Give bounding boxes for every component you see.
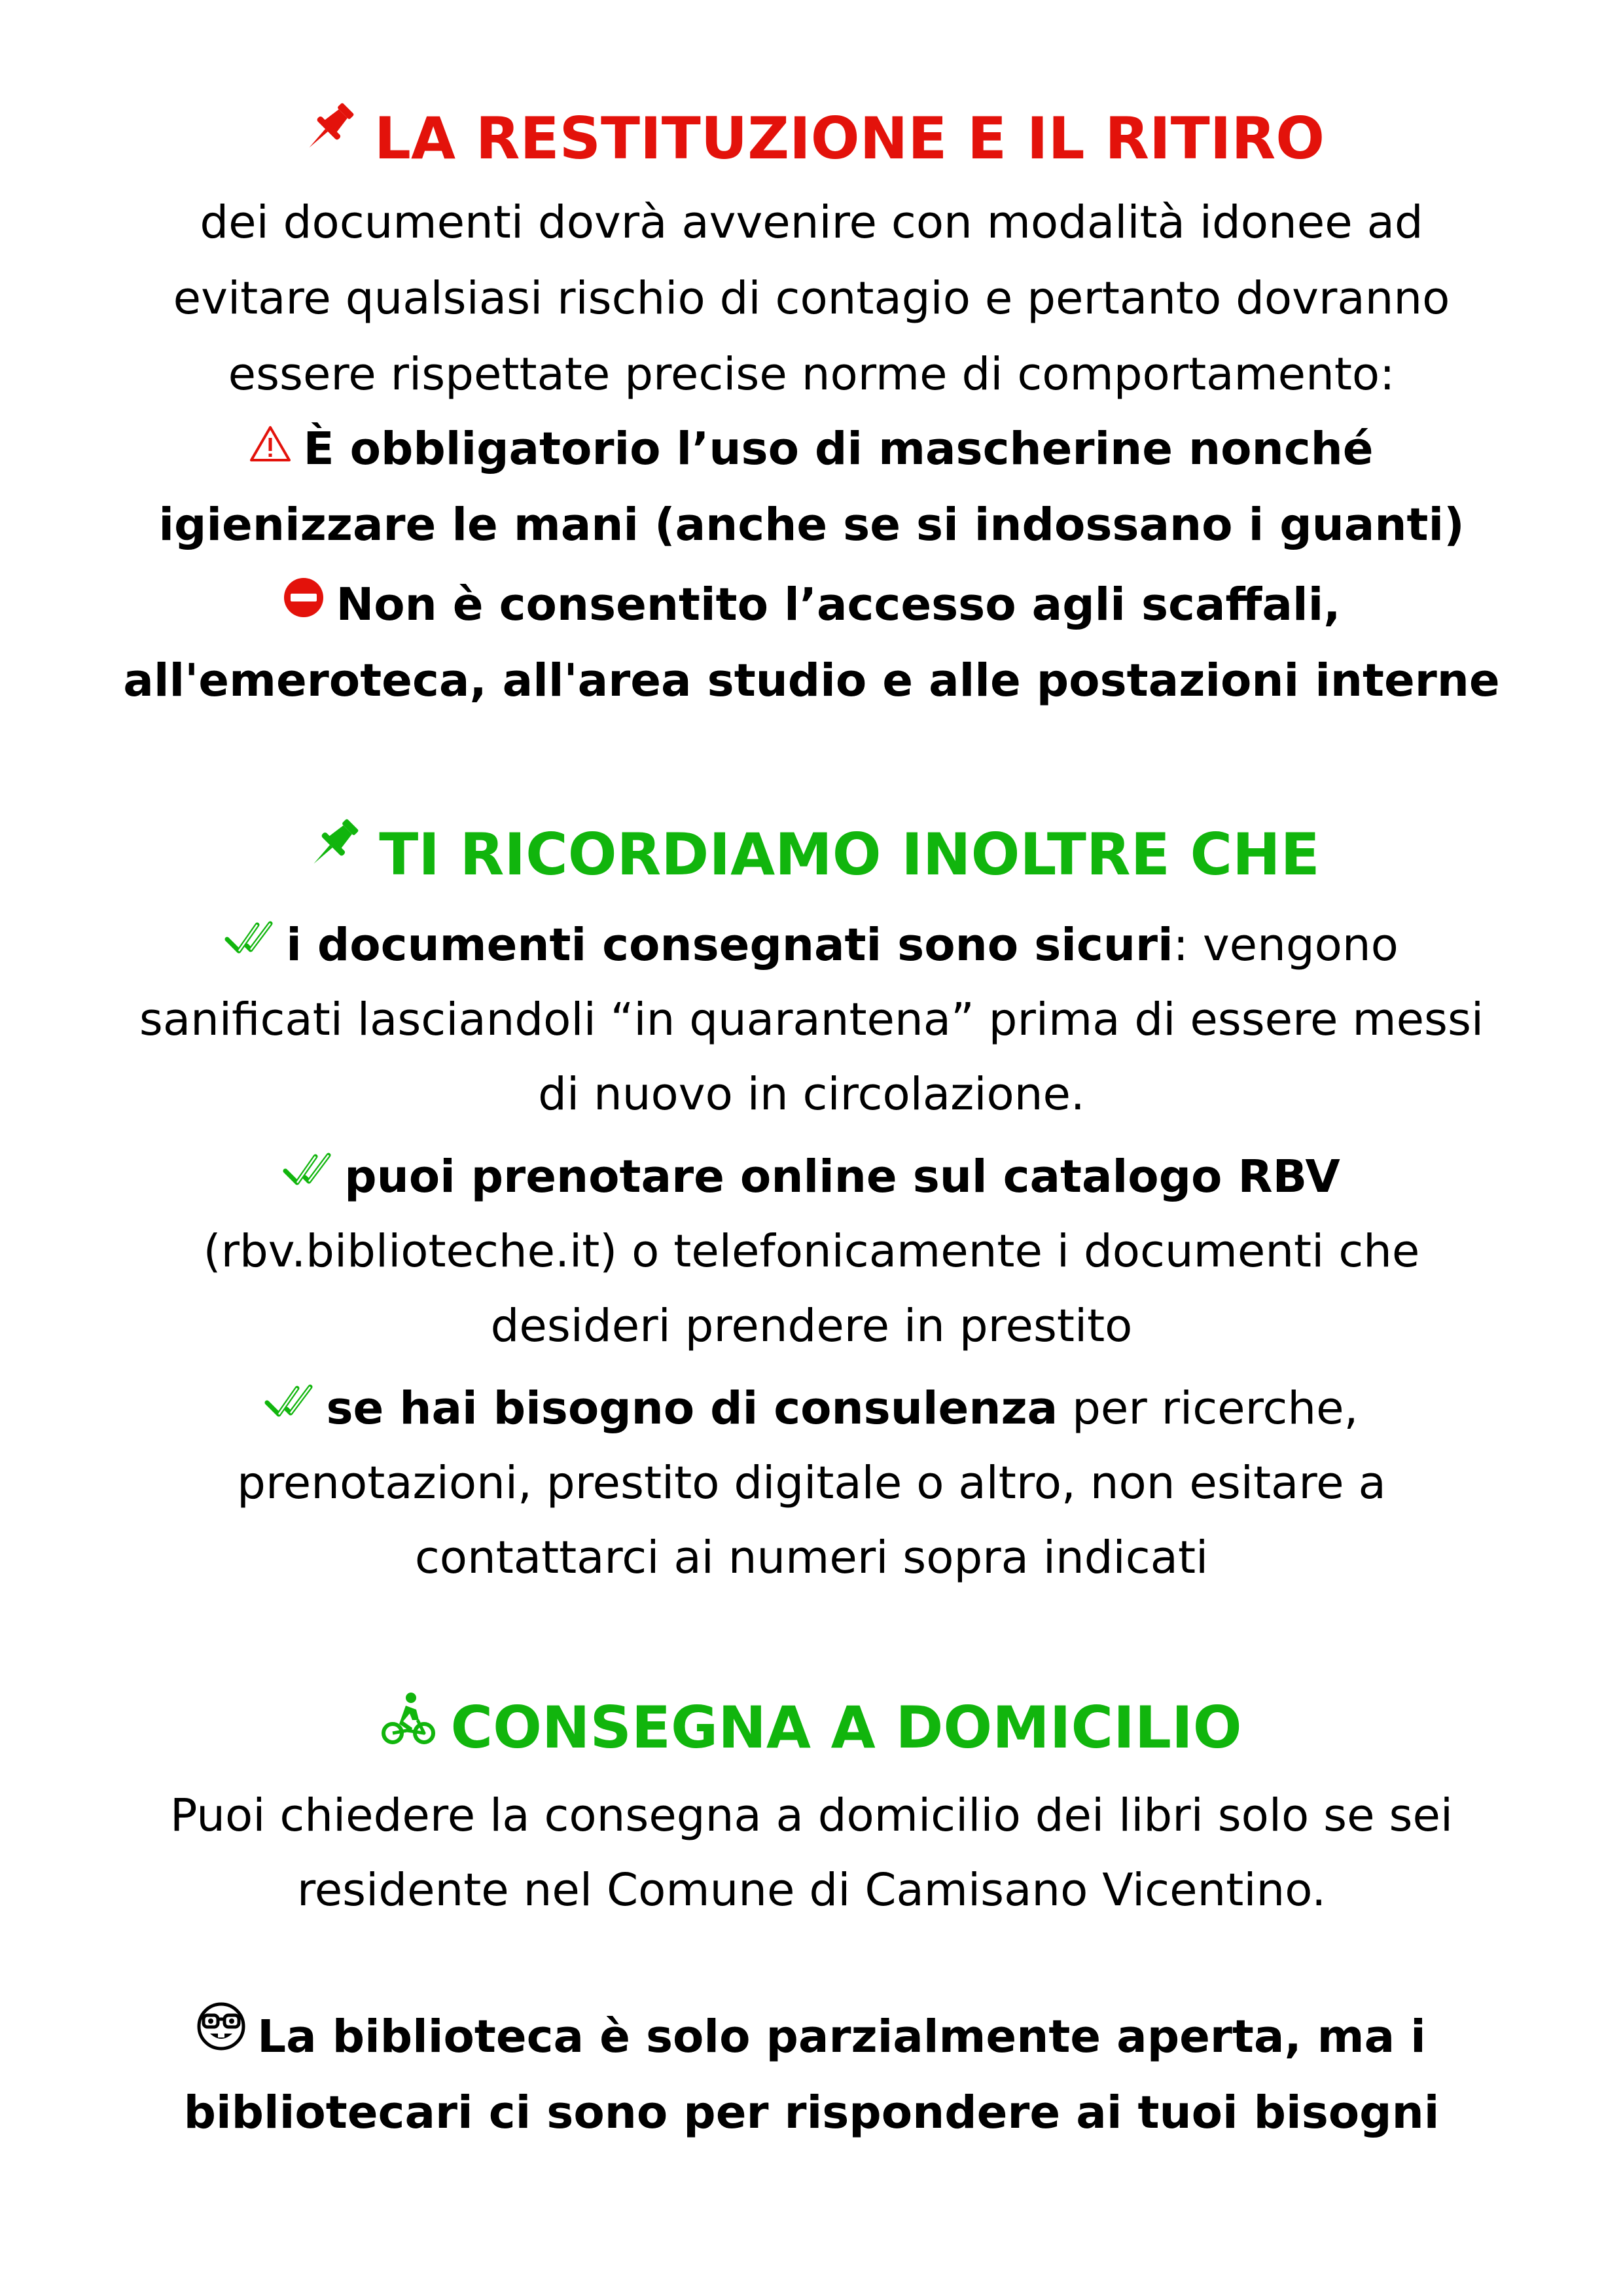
reminder-item-2-bold: puoi prenotare online sul catalogo RBV <box>344 1151 1340 1203</box>
section2-title: TI RICORDIAMO INOLTRE CHE <box>379 821 1320 888</box>
rule-mask-line-2: igienizzare le mani (anche se si indossano i guanti) <box>158 499 1465 551</box>
check-icon <box>264 1369 314 1445</box>
warning-icon <box>249 410 291 486</box>
reminder-item-1-line-3: di nuovo in circolazione. <box>538 1068 1085 1121</box>
reminder-item-1-line-2: sanificati lasciandoli “in quarantena” prima di essere messi <box>139 994 1484 1046</box>
section2-heading <box>0 816 1623 899</box>
reminder-item-3-line-1 <box>0 1371 1623 1449</box>
section1-title: LA RESTITUZIONE E IL RITIRO <box>374 105 1325 172</box>
section1-body-line-3: essere rispettate precise norme di comportamento: <box>228 348 1395 401</box>
reminder-item-1-rest: : vengono <box>1173 919 1399 971</box>
pushpin-icon <box>298 97 360 178</box>
check-icon <box>283 1138 332 1213</box>
section3-body-line-1: Puoi chiedere la consegna a domicilio dei libri solo se sei <box>169 1789 1454 1842</box>
pushpin-icon <box>303 813 365 894</box>
closing-text-1: La biblioteca è solo parzialmente aperta, ma i <box>257 2011 1426 2063</box>
reminder-item-3-line-3: contattarci ai numeri sopra indicati <box>414 1532 1209 1584</box>
reminder-item-3-line-2: prenotazioni, prestito digitale o altro, non esitare a <box>237 1457 1386 1509</box>
rule-mask-line-1 <box>0 411 1623 490</box>
reminder-item-2-line-1 <box>0 1139 1623 1217</box>
section3-heading <box>0 1689 1623 1771</box>
bicycle-icon <box>381 1687 436 1766</box>
rule-access-line-1 <box>0 567 1623 645</box>
section3-title: CONSEGNA A DOMICILIO <box>450 1694 1242 1761</box>
rule-access-line-2: all'emeroteca, all'area studio e alle postazioni interne <box>123 655 1500 707</box>
section3-body-line-2: residente nel Comune di Camisano Vicentino. <box>296 1864 1327 1916</box>
closing-line-2: bibliotecari ci sono per rispondere ai tuoi bisogni <box>183 2087 1440 2139</box>
nerd-face-icon <box>197 1998 245 2073</box>
rule-access-text-1: Non è consentito l’accesso agli scaffali, <box>336 579 1341 631</box>
reminder-item-2-line-2: (rbv.biblioteche.it) o telefonicamente i documenti che <box>203 1225 1420 1278</box>
reminder-item-1-line-1 <box>0 907 1623 986</box>
check-icon <box>224 906 274 982</box>
reminder-item-1-bold: i documenti consegnati sono sicuri <box>286 919 1173 971</box>
section1-heading <box>0 99 1623 183</box>
rule-mask-text-1: È obbligatorio l’uso di mascherine nonché <box>303 423 1374 475</box>
no-entry-icon <box>283 565 325 641</box>
closing-line-1 <box>0 1999 1623 2077</box>
section1-body-line-2: evitare qualsiasi rischio di contagio e pertanto dovranno <box>173 272 1450 325</box>
section1-body-line-1: dei documenti dovrà avvenire con modalità idonee ad <box>200 196 1423 249</box>
reminder-item-2-line-3: desideri prendere in prestito <box>490 1300 1133 1352</box>
reminder-item-3-rest: per ricerche, <box>1058 1382 1359 1435</box>
reminder-item-3-bold: se hai bisogno di consulenza <box>326 1382 1058 1435</box>
